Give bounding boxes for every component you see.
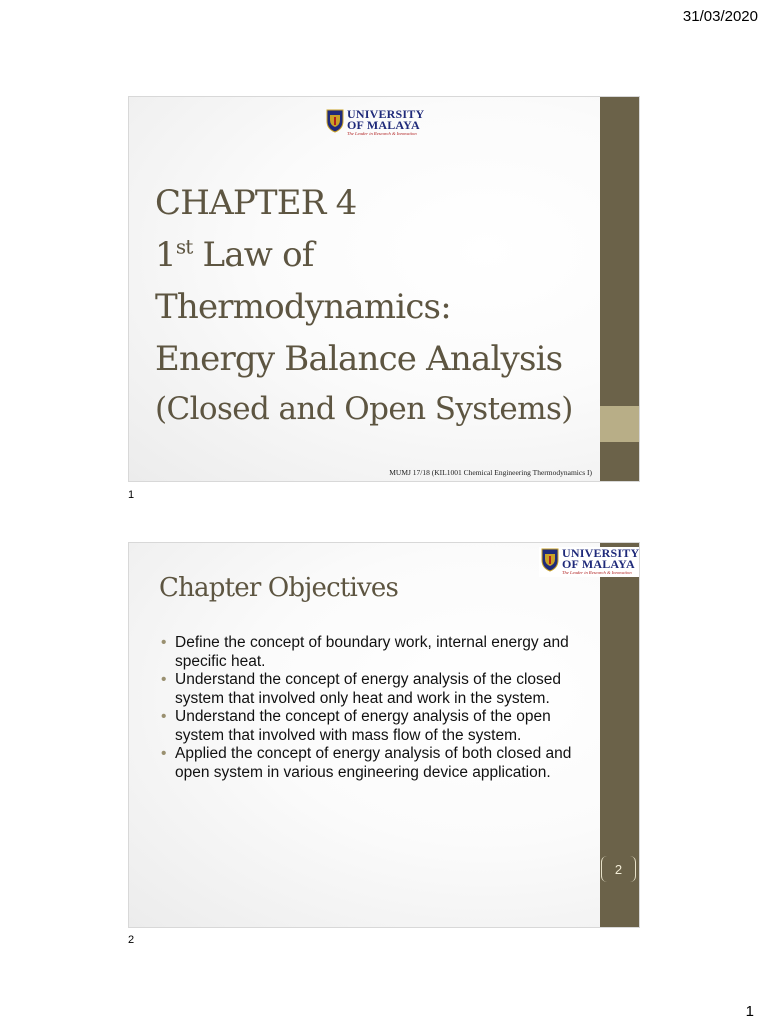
university-crest-icon — [541, 548, 559, 572]
title-ordinal-suffix: st — [175, 234, 193, 259]
list-item: • Understand the concept of energy analysis of the open system that involved with mass flow of the system. — [161, 708, 581, 745]
university-logo — [326, 109, 424, 137]
logo-line2: OF MALAYA — [562, 557, 635, 571]
slide-2 — [128, 542, 640, 928]
university-logo — [539, 547, 640, 577]
list-item: • Define the concept of boundary work, internal energy and specific heat. — [161, 634, 581, 671]
sidebar-accent — [600, 406, 639, 442]
university-crest-icon — [326, 109, 344, 133]
page-date: 31/03/2020 — [682, 8, 758, 25]
title-line-3: Thermodynamics: — [155, 287, 451, 327]
title-law-of: Law of — [192, 235, 314, 275]
page-number: 1 — [745, 1003, 754, 1020]
slide-heading: Chapter Objectives — [159, 573, 399, 603]
title-line-5: (Closed and Open Systems) — [155, 391, 573, 427]
slide-1-label: 1 — [128, 489, 135, 501]
logo-line1: UNIVERSITY — [562, 546, 640, 560]
list-item: • Understand the concept of energy analysis of the closed system that involved only heat and work in the system. — [161, 671, 581, 708]
slide-number-badge: 2 — [601, 856, 636, 882]
objectives-list — [161, 634, 581, 782]
slide-1 — [128, 96, 640, 482]
title-line-2 — [155, 229, 595, 281]
slide-sidebar — [600, 97, 639, 481]
logo-line2: OF MALAYA — [347, 118, 420, 132]
logo-line1: UNIVERSITY — [347, 107, 425, 121]
list-item: • Applied the concept of energy analysis of both closed and open system in various engineering device application. — [161, 745, 581, 782]
title-line-4: Energy Balance Analysis — [155, 339, 563, 379]
logo-tagline: The Leader in Research & Innovation — [562, 570, 632, 575]
title-line-1: CHAPTER 4 — [155, 183, 357, 223]
course-footer: MUMJ 17/18 (KIL1001 Chemical Engineering Thermodynamics I) — [389, 468, 592, 477]
logo-tagline: The Leader in Research & Innovation — [347, 131, 417, 136]
title-ordinal-number: 1 — [155, 235, 176, 275]
slide-title — [155, 177, 595, 433]
slide-2-label: 2 — [128, 934, 135, 946]
